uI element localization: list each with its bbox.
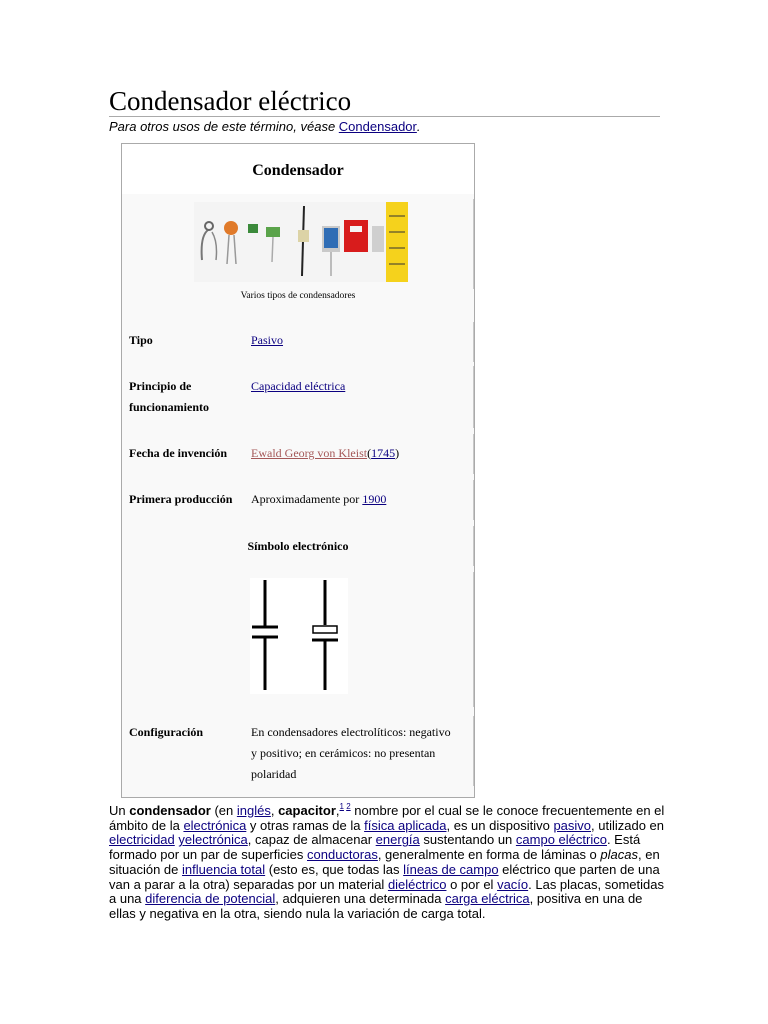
value-configuracion: En condensadores electrolíticos: negativo y positivo; en cerámicos: no presentan polaridad <box>251 725 451 781</box>
value-tipo <box>251 330 469 351</box>
capacitor-symbol-icon <box>250 578 348 694</box>
link-capacidad-electrica[interactable]: Capacidad eléctrica <box>251 379 346 393</box>
hatnote <box>109 119 420 135</box>
page-title: Condensador eléctrico <box>109 86 352 116</box>
link-ingles[interactable]: inglés <box>236 803 271 818</box>
link-electronica[interactable]: electrónica <box>183 817 247 833</box>
row-separator <box>473 716 474 786</box>
link-ewald-georg-von-kleist[interactable]: Ewald Georg von Kleist <box>251 446 368 460</box>
infobox-title: Condensador <box>252 162 344 179</box>
link-lineas-de-campo[interactable]: líneas de campo <box>403 861 499 877</box>
label-configuracion: Configuración <box>129 725 204 739</box>
link-y[interactable]: y <box>178 832 185 848</box>
link-influencia-total[interactable]: influencia total <box>182 861 266 877</box>
row-separator <box>473 199 474 289</box>
link-1900[interactable]: 1900 <box>362 492 387 506</box>
title-divider <box>109 116 660 117</box>
link-conductoras[interactable]: conductoras <box>307 847 378 863</box>
link-pasivo[interactable]: Pasivo <box>251 333 284 347</box>
article-paragraph: Un condensador (en inglés, capacitor,$^{1 2}$ nombre por el cual se le conoce frecuentemente en el ámbito de la electrónica y otras ramas de la física aplicada, es un dispositivo pasivo, utilizado en electricidad yelectrónica, capaz de almacenar energía sustentando un campo eléctrico. Está formado por un par de superficies conductoras, generalmente en forma de láminas o placas, en situación de influencia total (esto es, que todas las líneas de campo eléctrico que parten de una van a parar a la otra) separadas por un material dieléctrico o por el vacío. Las placas, sometidas a una diferencia de potencial, adquieren una determinada carga eléctrica, positiva en una de ellas y negativa en la otra, siendo nula la variación de carga total. <box>109 802 665 921</box>
row-separator <box>473 322 474 362</box>
row-separator <box>473 434 474 474</box>
link-pasivo[interactable]: pasivo <box>553 817 592 833</box>
symbol-heading: Símbolo electrónico <box>247 539 349 553</box>
link-vacio[interactable]: vacío <box>497 876 529 892</box>
link-fisica-aplicada[interactable]: física aplicada <box>364 817 447 833</box>
hatnote-suffix: . <box>416 119 421 134</box>
value-principio <box>251 376 469 397</box>
label-fecha: Fecha de invención <box>129 446 227 460</box>
label-primera-produccion: Primera producción <box>129 492 233 506</box>
label-tipo: Tipo <box>129 333 153 347</box>
value-primera-produccion: Aproximadamente por 1900 <box>251 492 387 506</box>
ref-1[interactable]: 1 <box>339 802 344 811</box>
link-electricidad[interactable]: electricidad <box>109 832 175 848</box>
ref-2[interactable]: 2 <box>346 802 351 811</box>
link-diferencia-de-potencial[interactable]: diferencia de potencial <box>145 891 276 907</box>
row-separator <box>473 366 474 428</box>
row-separator <box>473 572 474 707</box>
link-carga-electrica[interactable]: carga eléctrica <box>445 891 530 907</box>
link-electronica-2[interactable]: electrónica <box>184 832 248 848</box>
value-fecha: Ewald Georg von Kleist(1745) <box>251 446 400 460</box>
capacitors-photo <box>194 202 408 282</box>
link-campo-electrico[interactable]: campo eléctrico <box>515 832 607 848</box>
infobox <box>121 143 475 798</box>
link-dielectrico[interactable]: dieléctrico <box>387 876 447 892</box>
label-principio: Principio de funcionamiento <box>129 379 210 414</box>
row-separator <box>473 480 474 520</box>
image-caption: Varios tipos de condensadores <box>240 291 356 301</box>
infobox-header <box>122 144 474 194</box>
hatnote-link-condensador[interactable]: Condensador <box>338 119 417 134</box>
link-energia[interactable]: energía <box>375 832 420 848</box>
hatnote-prefix: Para otros usos de este término, véase <box>109 119 339 134</box>
link-1745[interactable]: 1745 <box>371 446 396 460</box>
